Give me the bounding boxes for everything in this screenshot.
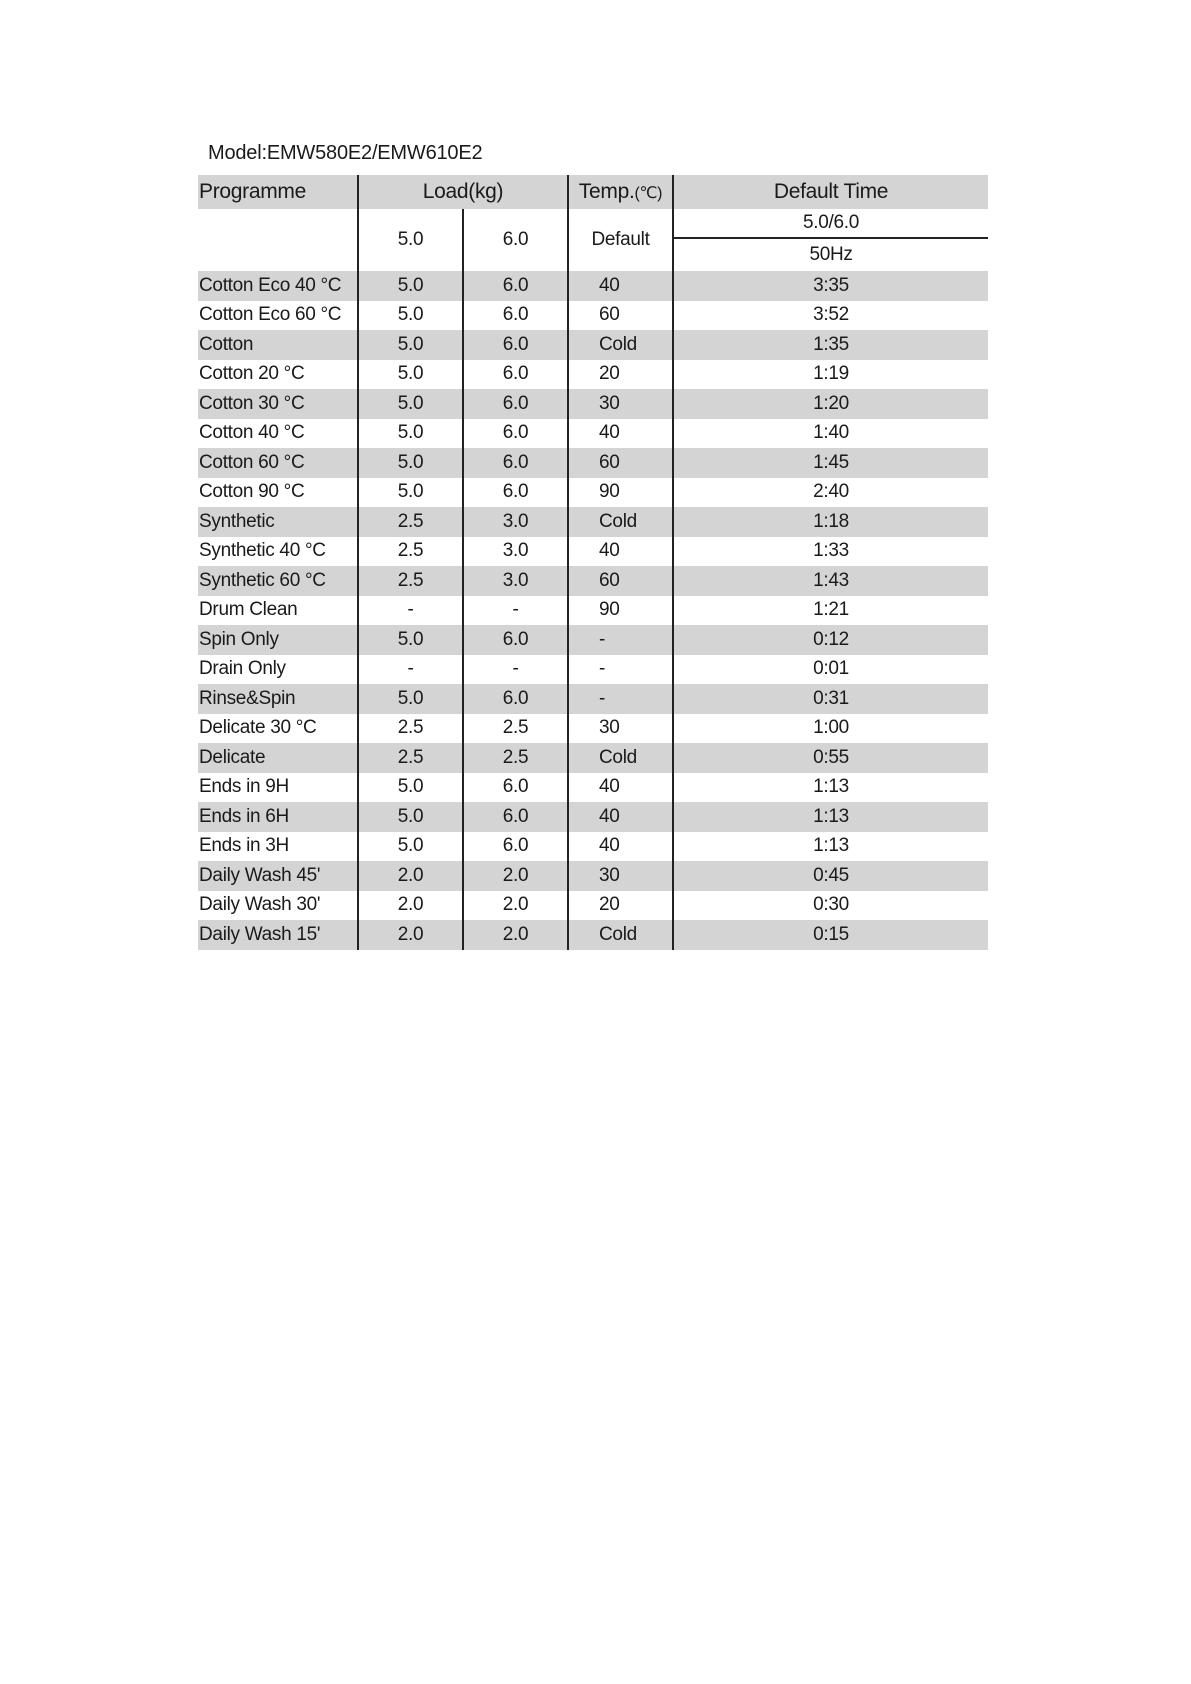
- table-row: [198, 655, 988, 685]
- subheader-load-6: 6.0: [463, 209, 568, 271]
- cell-temp: 40: [568, 537, 673, 567]
- cell-temp: 60: [568, 301, 673, 331]
- cell-load-6: 6.0: [463, 330, 568, 360]
- cell-time: 0:01: [673, 655, 988, 685]
- table-row: [198, 625, 988, 655]
- cell-load-5: 5.0: [358, 271, 463, 301]
- cell-load-6: 3.0: [463, 537, 568, 567]
- cell-load-6: 6.0: [463, 625, 568, 655]
- cell-load-6: -: [463, 655, 568, 685]
- cell-load-5: 5.0: [358, 330, 463, 360]
- cell-load-6: 2.0: [463, 920, 568, 950]
- table-row: [198, 891, 988, 921]
- cell-load-6: 6.0: [463, 301, 568, 331]
- cell-load-5: 2.0: [358, 861, 463, 891]
- table-row: [198, 271, 988, 301]
- cell-load-6: 2.5: [463, 714, 568, 744]
- cell-load-6: 6.0: [463, 773, 568, 803]
- cell-programme: Ends in 9H: [199, 776, 289, 798]
- cell-load-6: 6.0: [463, 360, 568, 390]
- cell-load-5: 2.5: [358, 714, 463, 744]
- cell-load-5: -: [358, 655, 463, 685]
- cell-load-6: 3.0: [463, 566, 568, 596]
- header-default-time: Default Time: [673, 175, 988, 209]
- cell-time: 0:12: [673, 625, 988, 655]
- cell-temp: 30: [568, 861, 673, 891]
- cell-temp: 40: [568, 419, 673, 449]
- cell-programme: Ends in 6H: [198, 802, 358, 832]
- cell-time: 1:18: [673, 507, 988, 537]
- cell-load-6: 6.0: [463, 684, 568, 714]
- header-programme: Programme: [198, 175, 358, 209]
- cell-temp: 90: [568, 478, 673, 508]
- cell-load-5: 2.5: [358, 566, 463, 596]
- table-row: [198, 714, 988, 744]
- table-body: [198, 271, 988, 950]
- table-row: [198, 920, 988, 950]
- cell-time: 1:20: [673, 389, 988, 419]
- programme-table: [198, 175, 988, 950]
- cell-programme: Cotton Eco 40 °C: [198, 271, 358, 301]
- cell-temp: 20: [568, 360, 673, 390]
- cell-programme: Drum Clean: [199, 599, 298, 621]
- cell-load-5: 5.0: [358, 478, 463, 508]
- cell-temp: 40: [568, 773, 673, 803]
- header-temp-label: Temp.: [578, 180, 635, 203]
- table-row: [198, 802, 988, 832]
- cell-temp: 60: [568, 448, 673, 478]
- cell-load-5: 5.0: [358, 773, 463, 803]
- cell-load-5: 5.0: [358, 448, 463, 478]
- cell-time: 1:19: [673, 360, 988, 390]
- table-row: [198, 301, 988, 331]
- cell-temp: Cold: [568, 507, 673, 537]
- cell-programme: Daily Wash 15': [198, 920, 358, 950]
- cell-programme: Synthetic 40 °C: [199, 540, 326, 562]
- cell-load-5: 5.0: [358, 301, 463, 331]
- cell-programme: Delicate: [198, 743, 358, 773]
- cell-time: 1:13: [673, 802, 988, 832]
- cell-load-5: 2.5: [358, 743, 463, 773]
- cell-temp: 30: [568, 389, 673, 419]
- cell-programme: Daily Wash 45': [198, 861, 358, 891]
- cell-programme: Cotton 20 °C: [199, 363, 305, 385]
- subheader-load-5: 5.0: [358, 209, 463, 271]
- cell-programme: Rinse&Spin: [198, 684, 358, 714]
- cell-time: 1:43: [673, 566, 988, 596]
- cell-programme: Cotton 90 °C: [199, 481, 305, 503]
- cell-programme: Ends in 3H: [199, 835, 289, 857]
- cell-time: 2:40: [673, 478, 988, 508]
- cell-temp: 40: [568, 271, 673, 301]
- cell-temp: -: [568, 684, 673, 714]
- cell-load-5: 2.5: [358, 537, 463, 567]
- table-row: [198, 448, 988, 478]
- table-row: [198, 537, 988, 567]
- cell-load-6: 6.0: [463, 271, 568, 301]
- cell-temp: 60: [568, 566, 673, 596]
- cell-temp: Cold: [568, 330, 673, 360]
- cell-time: 0:45: [673, 861, 988, 891]
- cell-temp: -: [568, 625, 673, 655]
- cell-time: 1:33: [673, 537, 988, 567]
- cell-load-6: 6.0: [463, 802, 568, 832]
- cell-time: 1:40: [673, 419, 988, 449]
- table-row: [198, 861, 988, 891]
- cell-load-6: -: [463, 596, 568, 626]
- cell-time: 0:31: [673, 684, 988, 714]
- cell-time: 3:52: [673, 301, 988, 331]
- cell-programme: Synthetic: [198, 507, 358, 537]
- table-row: [198, 832, 988, 862]
- cell-load-5: 5.0: [358, 360, 463, 390]
- table-row: [198, 773, 988, 803]
- cell-load-5: 5.0: [358, 802, 463, 832]
- cell-load-6: 6.0: [463, 419, 568, 449]
- cell-load-6: 2.0: [463, 891, 568, 921]
- table-row: [198, 419, 988, 449]
- table-header-row: [198, 175, 988, 209]
- cell-programme: Cotton 30 °C: [198, 389, 358, 419]
- cell-load-5: 5.0: [358, 389, 463, 419]
- cell-load-6: 2.5: [463, 743, 568, 773]
- cell-temp: 40: [568, 802, 673, 832]
- cell-programme: Drain Only: [199, 658, 286, 680]
- cell-time: 1:21: [673, 596, 988, 626]
- table-subheader-row: [198, 209, 988, 238]
- cell-load-5: 2.0: [358, 920, 463, 950]
- cell-load-5: 5.0: [358, 419, 463, 449]
- model-title: Model:EMW580E2/EMW610E2: [208, 142, 483, 164]
- cell-time: 3:35: [673, 271, 988, 301]
- subheader-temp-default: Default: [568, 209, 673, 271]
- cell-load-5: 5.0: [358, 684, 463, 714]
- table-row: [198, 596, 988, 626]
- header-temp-unit: (℃): [634, 185, 663, 202]
- cell-programme: Cotton 40 °C: [199, 422, 305, 444]
- cell-programme: Cotton Eco 60 °C: [199, 304, 342, 326]
- cell-load-6: 6.0: [463, 448, 568, 478]
- cell-time: 0:55: [673, 743, 988, 773]
- cell-load-5: 2.5: [358, 507, 463, 537]
- cell-time: 1:45: [673, 448, 988, 478]
- cell-time: 1:13: [673, 773, 988, 803]
- cell-programme: Synthetic 60 °C: [198, 566, 358, 596]
- cell-temp: Cold: [568, 743, 673, 773]
- cell-programme: Spin Only: [198, 625, 358, 655]
- cell-load-6: 3.0: [463, 507, 568, 537]
- table-row: [198, 507, 988, 537]
- cell-time: 1:13: [673, 832, 988, 862]
- cell-load-5: -: [358, 596, 463, 626]
- cell-time: 0:15: [673, 920, 988, 950]
- cell-load-6: 6.0: [463, 478, 568, 508]
- cell-temp: 20: [568, 891, 673, 921]
- cell-time: 1:00: [673, 714, 988, 744]
- header-load: Load(kg): [358, 175, 568, 209]
- table-row: [198, 566, 988, 596]
- table-row: [198, 684, 988, 714]
- table-row: [198, 360, 988, 390]
- cell-time: 1:35: [673, 330, 988, 360]
- cell-time: 0:30: [673, 891, 988, 921]
- cell-load-6: 6.0: [463, 389, 568, 419]
- cell-programme: Cotton: [198, 330, 358, 360]
- table-row: [198, 478, 988, 508]
- subheader-time-load: 5.0/6.0: [673, 209, 988, 238]
- table-row: [198, 330, 988, 360]
- cell-temp: Cold: [568, 920, 673, 950]
- cell-load-5: 5.0: [358, 625, 463, 655]
- subheader-time-freq: 50Hz: [673, 238, 988, 271]
- cell-load-5: 2.0: [358, 891, 463, 921]
- cell-programme: Daily Wash 30': [199, 894, 321, 916]
- cell-temp: 30: [568, 714, 673, 744]
- cell-load-6: 6.0: [463, 832, 568, 862]
- table-row: [198, 743, 988, 773]
- cell-load-5: 5.0: [358, 832, 463, 862]
- header-temp: [568, 175, 673, 209]
- cell-temp: -: [568, 655, 673, 685]
- cell-programme: Delicate 30 °C: [199, 717, 317, 739]
- table-row: [198, 389, 988, 419]
- subheader-programme-blank: [198, 209, 358, 271]
- cell-programme: Cotton 60 °C: [198, 448, 358, 478]
- cell-temp: 90: [568, 596, 673, 626]
- cell-temp: 40: [568, 832, 673, 862]
- cell-load-6: 2.0: [463, 861, 568, 891]
